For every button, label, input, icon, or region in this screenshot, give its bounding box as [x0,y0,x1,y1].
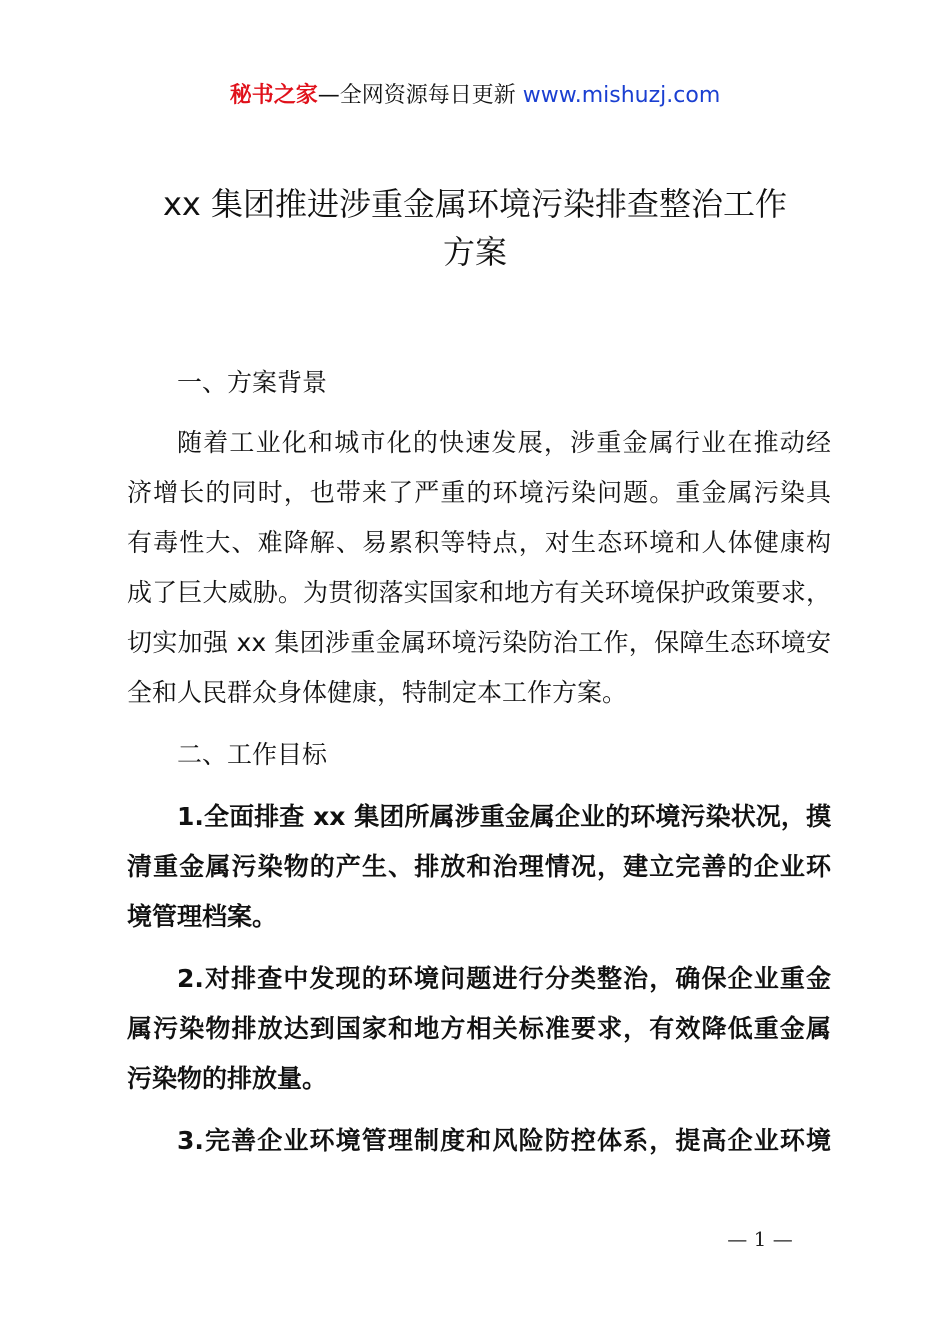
page-number: — 1 — [727,1227,793,1251]
paragraph-line: 全和人民群众身体健康，特制定本工作方案。 [127,678,628,707]
site-header [0,80,950,112]
goal-line: 属污染物排放达到国家和地方相关标准要求，有效降低重金属 [127,1014,831,1043]
goal-line: 境管理档案。 [127,902,278,931]
document-title-line-2: 方案 [442,233,507,271]
goal-line: 污染物的排放量。 [127,1064,328,1093]
site-brand: 秘书之家 [229,83,318,108]
document-title-line-1: xx 集团推进涉重金属环境污染排查整治工作 [162,185,788,223]
paragraph-line: 成了巨大威胁。为贯彻落实国家和地方有关环境保护政策要求， [127,578,831,607]
goal-item-3 [127,1116,831,1166]
document-title [120,180,830,276]
site-url-link[interactable]: www.mishuzj.com [522,83,721,108]
paragraph-line: 有毒性大、难降解、易累积等特点，对生态环境和人体健康构 [127,528,831,557]
goal-item-2 [127,954,831,1104]
section-heading-text: 二、工作目标 [177,740,328,769]
section-heading-goals [127,730,881,780]
paragraph-line: 济增长的同时，也带来了严重的环境污染问题。重金属污染具 [127,478,831,507]
goal-line: 2.对排查中发现的环境问题进行分类整治，确保企业重金 [177,964,831,993]
goal-line: 清重金属污染物的产生、排放和治理情况，建立完善的企业环 [127,852,831,881]
paragraph-line: 切实加强 xx 集团涉重金属环境污染防治工作，保障生态环境安 [127,628,831,657]
section-heading-text: 一、方案背景 [177,368,328,397]
goal-line: 3.完善企业环境管理制度和风险防控体系，提高企业环境 [177,1126,831,1155]
site-slogan: —全网资源每日更新 [317,83,523,108]
section-heading-background [127,358,881,408]
background-paragraph [127,418,831,718]
paragraph-line: 随着工业化和城市化的快速发展，涉重金属行业在推动经 [177,428,831,457]
goal-line: 1.全面排查 xx 集团所属涉重金属企业的环境污染状况，摸 [177,802,831,831]
goal-item-1 [127,792,831,942]
